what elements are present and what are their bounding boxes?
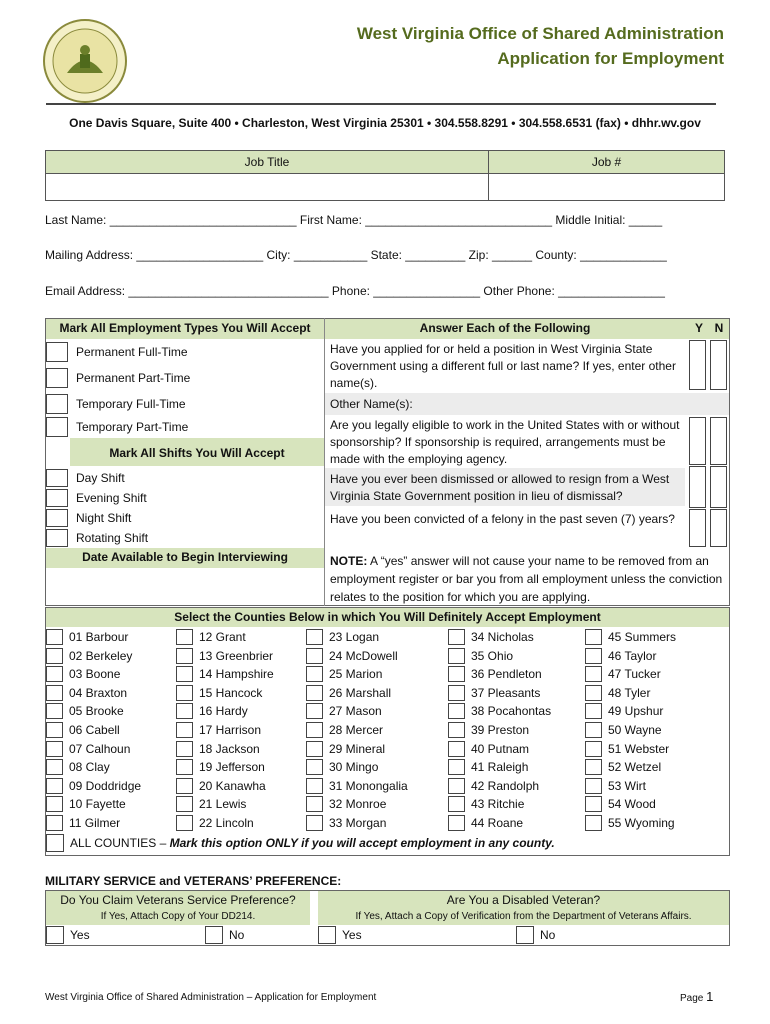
- county-checkbox[interactable]: [46, 629, 63, 645]
- employment-header: Mark All Employment Types You Will Accept: [59, 321, 311, 335]
- county-checkbox[interactable]: [585, 685, 602, 701]
- county-checkbox[interactable]: [46, 815, 63, 831]
- veteran-preference-question: Do You Claim Veterans Service Preference?: [60, 893, 296, 907]
- county-label: 44 Roane: [471, 816, 524, 830]
- county-checkbox[interactable]: [448, 722, 465, 738]
- county-checkbox[interactable]: [585, 796, 602, 812]
- county-label: 40 Putnam: [471, 741, 530, 756]
- q4-no-checkbox[interactable]: [710, 509, 727, 547]
- county-label: 37 Pleasants: [471, 685, 541, 700]
- yes-column-header: Y: [694, 321, 703, 335]
- county-label: 25 Marion: [329, 667, 383, 682]
- employment-type-label: Temporary Part-Time: [76, 420, 189, 434]
- county-label: 27 Mason: [329, 704, 382, 719]
- date-available-input[interactable]: [46, 568, 324, 605]
- county-checkbox[interactable]: [585, 722, 602, 738]
- job-table: [45, 150, 725, 201]
- county-checkbox[interactable]: [448, 759, 465, 775]
- question-felony: Have you been convicted of a felony in the past seven (7) years?: [330, 512, 675, 526]
- q1-yes-checkbox[interactable]: [689, 340, 706, 390]
- county-label: 55 Wyoming: [608, 816, 675, 830]
- county-checkbox[interactable]: [46, 722, 63, 738]
- county-checkbox[interactable]: [448, 685, 465, 701]
- county-label: 30 Mingo: [329, 760, 379, 775]
- county-label: 05 Brooke: [69, 704, 124, 719]
- county-label: 21 Lewis: [199, 797, 247, 812]
- county-label: 20 Kanawha: [199, 778, 266, 793]
- temporary-full-time-checkbox[interactable]: [46, 394, 68, 414]
- all-counties-label: [70, 835, 555, 852]
- disabled-veteran-note: If Yes, Attach a Copy of Verification from the Department of Veterans Affairs.: [355, 911, 692, 922]
- mailing-fields[interactable]: Mailing Address: ___________________ City: ___________ State: _________ Zip: ______ County: _____________: [45, 248, 667, 262]
- county-label: 11 Gilmer: [69, 816, 121, 830]
- county-checkbox[interactable]: [306, 815, 323, 831]
- county-label: 28 Mercer: [329, 723, 384, 737]
- employment-type-label: Permanent Full-Time: [76, 345, 188, 359]
- county-checkbox[interactable]: [306, 741, 323, 757]
- section-divider: [324, 318, 325, 606]
- county-checkbox[interactable]: [176, 629, 193, 645]
- temporary-part-time-checkbox[interactable]: [46, 417, 68, 437]
- yes-label: Yes: [342, 928, 362, 942]
- county-label: 47 Tucker: [608, 667, 661, 682]
- county-checkbox[interactable]: [306, 629, 323, 645]
- q3-yes-checkbox[interactable]: [689, 466, 706, 508]
- form-title: West Virginia Office of Shared Administration: [356, 24, 724, 43]
- contact-fields[interactable]: Email Address: ______________________________ Phone: ________________ Other Phone: ________________: [45, 284, 665, 298]
- county-label: 34 Nicholas: [471, 630, 534, 644]
- county-checkbox[interactable]: [46, 759, 63, 775]
- felony-note: [330, 552, 725, 606]
- county-checkbox[interactable]: [46, 778, 63, 794]
- county-label: 39 Preston: [471, 723, 530, 737]
- state-seal-icon: [42, 18, 128, 104]
- county-label: 31 Monongalia: [329, 778, 408, 793]
- county-checkbox[interactable]: [585, 741, 602, 757]
- job-title-input[interactable]: [46, 174, 489, 201]
- county-label: 17 Harrison: [199, 723, 262, 737]
- job-number-header: Job #: [489, 151, 725, 174]
- county-label: 48 Tyler: [608, 685, 651, 700]
- all-counties-prefix: ALL COUNTIES –: [70, 836, 170, 850]
- county-label: 07 Calhoun: [69, 741, 131, 756]
- county-label: 54 Wood: [608, 797, 656, 812]
- county-label: 45 Summers: [608, 630, 677, 644]
- county-checkbox[interactable]: [176, 666, 193, 682]
- county-label: 29 Mineral: [329, 741, 386, 756]
- job-title-header: Job Title: [46, 151, 489, 174]
- county-label: 06 Cabell: [69, 723, 120, 737]
- county-checkbox[interactable]: [448, 778, 465, 794]
- permanent-part-time-checkbox[interactable]: [46, 368, 68, 388]
- county-checkbox[interactable]: [448, 796, 465, 812]
- county-checkbox[interactable]: [306, 685, 323, 701]
- employment-type-label: Permanent Part-Time: [76, 371, 191, 385]
- night-shift-checkbox[interactable]: [46, 509, 68, 527]
- county-label: 50 Wayne: [608, 723, 662, 737]
- permanent-full-time-checkbox[interactable]: [46, 342, 68, 362]
- shift-label: Day Shift: [76, 471, 125, 485]
- county-label: 24 McDowell: [329, 648, 398, 663]
- county-label: 33 Morgan: [329, 816, 387, 830]
- county-checkbox[interactable]: [585, 759, 602, 775]
- note-label: NOTE:: [330, 554, 368, 568]
- county-checkbox[interactable]: [176, 741, 193, 757]
- shift-label: Rotating Shift: [76, 531, 149, 545]
- county-checkbox[interactable]: [448, 629, 465, 645]
- page-number: 1: [706, 989, 714, 1004]
- shifts-header: Mark All Shifts You Will Accept: [109, 446, 285, 460]
- rotating-shift-checkbox[interactable]: [46, 529, 68, 547]
- disabled-veteran-question: Are You a Disabled Veteran?: [446, 893, 601, 907]
- note-text: A “yes” answer will not cause your name to be removed from an employment register or bar you from all employment unless the conviction relates to the position for which you are applying.: [330, 554, 723, 604]
- county-checkbox[interactable]: [46, 796, 63, 812]
- q2-no-checkbox[interactable]: [710, 417, 727, 465]
- county-checkbox[interactable]: [46, 741, 63, 757]
- county-label: 46 Taylor: [608, 648, 657, 663]
- no-label: No: [540, 928, 556, 942]
- county-checkbox[interactable]: [176, 759, 193, 775]
- q3-no-checkbox[interactable]: [710, 466, 727, 508]
- county-label: 38 Pocahontas: [471, 704, 552, 719]
- county-checkbox[interactable]: [585, 703, 602, 719]
- county-label: 32 Monroe: [329, 797, 387, 812]
- date-available-header: Date Available to Begin Interviewing: [82, 550, 288, 564]
- county-label: 36 Pendleton: [471, 667, 542, 682]
- county-label: 09 Doddridge: [69, 778, 142, 793]
- military-heading: MILITARY SERVICE and VETERANS’ PREFERENCE:: [45, 874, 342, 888]
- county-label: 02 Berkeley: [69, 648, 133, 663]
- county-label: 19 Jefferson: [199, 760, 265, 775]
- no-label: No: [229, 928, 245, 942]
- county-label: 12 Grant: [199, 630, 246, 644]
- shift-label: Night Shift: [76, 511, 132, 525]
- county-checkbox[interactable]: [176, 796, 193, 812]
- county-label: 22 Lincoln: [199, 816, 254, 830]
- day-shift-checkbox[interactable]: [46, 469, 68, 487]
- county-checkbox[interactable]: [46, 666, 63, 682]
- county-label: 18 Jackson: [199, 741, 260, 756]
- question-dismissed: Have you ever been dismissed or allowed to resign from a West Virginia State Government position in lieu of dismissal?: [330, 472, 670, 503]
- county-checkbox[interactable]: [176, 685, 193, 701]
- evening-shift-checkbox[interactable]: [46, 489, 68, 507]
- county-checkbox[interactable]: [176, 648, 193, 664]
- county-label: 35 Ohio: [471, 648, 514, 663]
- veteran-preference-no-checkbox[interactable]: [205, 926, 223, 944]
- page-indicator: [680, 989, 713, 1004]
- all-counties-checkbox[interactable]: [46, 834, 64, 852]
- county-checkbox[interactable]: [306, 722, 323, 738]
- county-label: 51 Webster: [608, 741, 670, 756]
- yes-label: Yes: [70, 928, 90, 942]
- county-label: 03 Boone: [69, 667, 121, 682]
- all-counties-text: Mark this option ONLY if you will accept employment in any county.: [169, 836, 555, 850]
- county-checkbox[interactable]: [448, 703, 465, 719]
- county-label: 26 Marshall: [329, 685, 392, 700]
- question-different-name: Have you applied for or held a position in West Virginia State Government using a different full or last name? If yes, enter other name(s).: [330, 342, 676, 390]
- office-address: One Davis Square, Suite 400 • Charleston, West Virginia 25301 • 304.558.8291 • 304.558.6531 (fax) • dhhr.wv.gov: [69, 116, 701, 130]
- county-label: 49 Upshur: [608, 704, 664, 719]
- county-checkbox[interactable]: [306, 648, 323, 664]
- disabled-veteran-yes-checkbox[interactable]: [318, 926, 336, 944]
- county-checkbox[interactable]: [585, 815, 602, 831]
- county-label: 43 Ritchie: [471, 797, 525, 812]
- county-checkbox[interactable]: [176, 703, 193, 719]
- veteran-preference-yes-checkbox[interactable]: [46, 926, 64, 944]
- county-checkbox[interactable]: [448, 666, 465, 682]
- county-checkbox[interactable]: [585, 629, 602, 645]
- job-number-input[interactable]: [489, 174, 725, 201]
- county-checkbox[interactable]: [306, 778, 323, 794]
- county-checkbox[interactable]: [176, 815, 193, 831]
- county-label: 15 Hancock: [199, 685, 263, 700]
- county-label: 14 Hampshire: [199, 667, 274, 682]
- county-checkbox[interactable]: [46, 685, 63, 701]
- shift-label: Evening Shift: [76, 491, 147, 505]
- county-checkbox[interactable]: [585, 648, 602, 664]
- county-checkbox[interactable]: [306, 666, 323, 682]
- county-checkbox[interactable]: [176, 778, 193, 794]
- county-label: 41 Raleigh: [471, 760, 529, 775]
- county-checkbox[interactable]: [306, 759, 323, 775]
- county-label: 23 Logan: [329, 630, 380, 644]
- county-label: 10 Fayette: [69, 797, 126, 812]
- question-legally-eligible: Are you legally eligible to work in the United States with or without sponsorship? If sponsorship is required, arrangements must be made with the employing agency.: [330, 418, 680, 466]
- form-subtitle: Application for Employment: [497, 49, 724, 68]
- county-checkbox[interactable]: [448, 741, 465, 757]
- q1-no-checkbox[interactable]: [710, 340, 727, 390]
- no-column-header: N: [714, 321, 724, 335]
- county-label: 13 Greenbrier: [199, 648, 274, 663]
- questions-header: Answer Each of the Following: [419, 321, 591, 335]
- county-checkbox[interactable]: [46, 703, 63, 719]
- county-label: 01 Barbour: [69, 630, 129, 644]
- county-checkbox[interactable]: [448, 815, 465, 831]
- county-label: 52 Wetzel: [608, 760, 662, 775]
- disabled-veteran-no-checkbox[interactable]: [516, 926, 534, 944]
- county-checkbox[interactable]: [585, 778, 602, 794]
- county-checkbox[interactable]: [448, 648, 465, 664]
- county-label: 53 Wirt: [608, 778, 647, 793]
- veteran-preference-note: If Yes, Attach Copy of Your DD214.: [100, 911, 256, 922]
- q2-yes-checkbox[interactable]: [689, 417, 706, 465]
- county-label: 04 Braxton: [69, 685, 128, 700]
- county-label: 16 Hardy: [199, 704, 248, 719]
- county-checkbox[interactable]: [306, 703, 323, 719]
- page-label: Page: [680, 993, 704, 1004]
- q4-yes-checkbox[interactable]: [689, 509, 706, 547]
- header-divider: [46, 103, 716, 105]
- county-label: 08 Clay: [69, 760, 110, 775]
- employment-type-label: Temporary Full-Time: [76, 397, 186, 411]
- county-checkbox[interactable]: [176, 722, 193, 738]
- counties-header: Select the Counties Below in which You Will Definitely Accept Employment: [174, 610, 601, 624]
- other-names-label: Other Name(s):: [330, 397, 413, 411]
- county-checkbox[interactable]: [585, 666, 602, 682]
- county-checkbox[interactable]: [306, 796, 323, 812]
- name-fields[interactable]: Last Name: ____________________________ First Name: ____________________________ Middle Initial: _____: [45, 213, 663, 227]
- county-checkbox[interactable]: [46, 648, 63, 664]
- footer-text: West Virginia Office of Shared Administration – Application for Employment: [45, 992, 377, 1003]
- county-label: 42 Randolph: [471, 778, 540, 793]
